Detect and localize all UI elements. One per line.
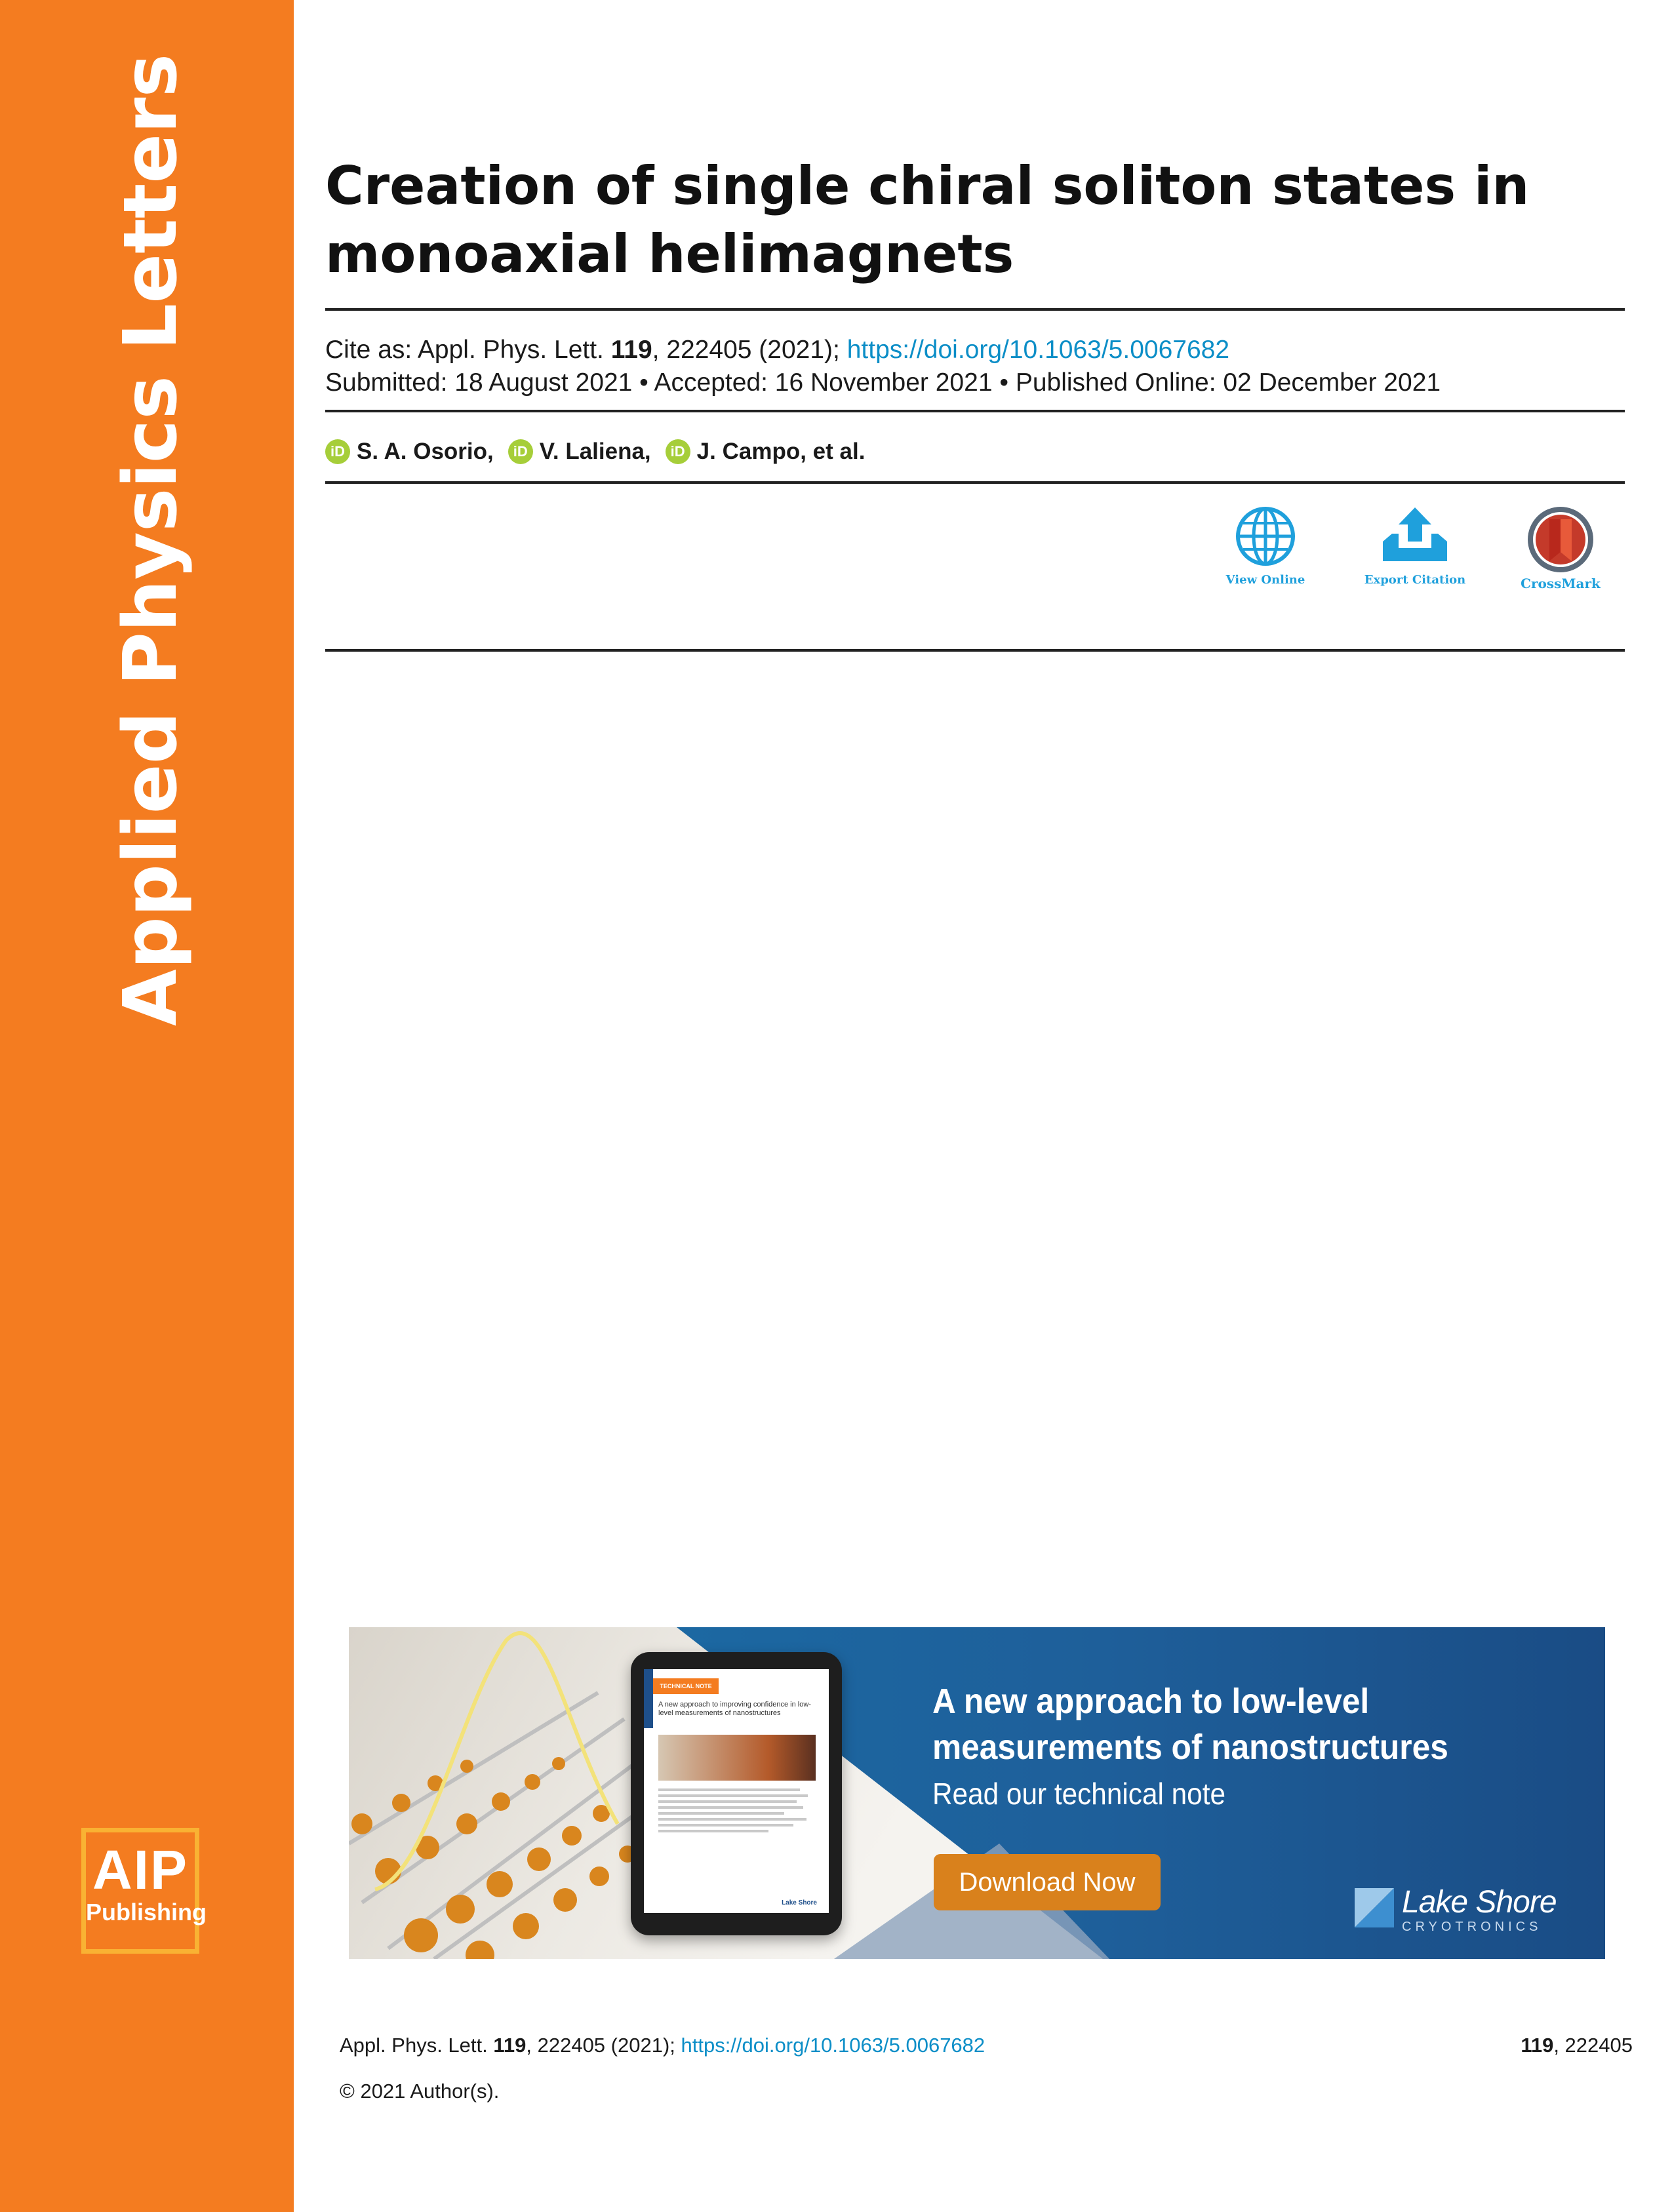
lake-shore-mark-icon bbox=[1355, 1888, 1394, 1927]
tablet-figure bbox=[658, 1735, 816, 1781]
tablet-image bbox=[631, 1652, 842, 1935]
export-citation-label: Export Citation bbox=[1364, 573, 1466, 587]
author-name[interactable]: S. A. Osorio, bbox=[357, 439, 494, 464]
tablet-accent-bar bbox=[644, 1669, 653, 1728]
view-online-button[interactable] bbox=[1213, 505, 1318, 587]
doi-link[interactable]: https://doi.org/10.1063/5.0067682 bbox=[846, 336, 1230, 364]
advertisement-banner[interactable] bbox=[349, 1627, 1605, 1959]
author-name[interactable]: J. Campo, et al. bbox=[696, 439, 866, 464]
lake-shore-name: Lake Shore bbox=[1402, 1885, 1557, 1920]
citation-suffix: , 222405 (2021); bbox=[652, 336, 847, 364]
footer-citation-suffix: , 222405 (2021); bbox=[526, 2034, 681, 2057]
crossmark-label: CrossMark bbox=[1521, 576, 1601, 591]
aip-publishing-logo[interactable] bbox=[81, 1828, 207, 1954]
footer-citation bbox=[340, 2031, 985, 2060]
author-name[interactable]: V. Laliena, bbox=[539, 439, 651, 464]
aip-logo-text: AIP bbox=[92, 1839, 189, 1901]
tablet-logo: Lake Shore bbox=[782, 1899, 817, 1906]
copyright-notice: © 2021 Author(s). bbox=[340, 2080, 500, 2103]
orcid-icon[interactable]: iD bbox=[325, 439, 350, 464]
divider-bottom bbox=[325, 649, 1625, 652]
lake-shore-sub: CRYOTRONICS bbox=[1402, 1920, 1542, 1934]
article-title-line2: monoaxial helimagnets bbox=[325, 224, 1014, 285]
download-now-button[interactable]: Download Now bbox=[934, 1854, 1161, 1910]
divider-top bbox=[325, 308, 1625, 311]
tablet-tag: TECHNICAL NOTE bbox=[653, 1678, 719, 1694]
tablet-screen bbox=[644, 1669, 829, 1913]
crossmark-icon bbox=[1526, 505, 1595, 574]
ad-headline-line2: measurements of nanostructures bbox=[932, 1728, 1448, 1767]
ad-headline-line1: A new approach to low-level bbox=[932, 1682, 1370, 1721]
orcid-icon[interactable]: iD bbox=[508, 439, 533, 464]
globe-icon bbox=[1234, 505, 1297, 568]
article-title-line1: Creation of single chiral soliton states in bbox=[325, 155, 1530, 216]
publishing-logo-text: Publishing bbox=[86, 1899, 207, 1926]
tablet-headline: A new approach to improving confidence in low-level measurements of nanostructures bbox=[658, 1701, 811, 1717]
footer-page-volume: 119 bbox=[1521, 2034, 1554, 2057]
article-title bbox=[325, 152, 1610, 288]
orcid-icon[interactable]: iD bbox=[666, 439, 690, 464]
crossmark-button[interactable] bbox=[1508, 505, 1613, 591]
journal-name: Applied Physics Letters bbox=[108, 53, 193, 1026]
citation-volume: 119 bbox=[610, 336, 652, 364]
author-list bbox=[325, 435, 873, 468]
footer-page-id bbox=[1521, 2031, 1633, 2060]
footer-doi-link[interactable]: https://doi.org/10.1063/5.0067682 bbox=[681, 2034, 985, 2057]
ad-subline: Read our technical note bbox=[932, 1777, 1226, 1811]
publication-dates: Submitted: 18 August 2021 • Accepted: 16 November 2021 • Published Online: 02 December 2021 bbox=[325, 368, 1441, 397]
citation-line bbox=[325, 333, 1229, 367]
export-icon bbox=[1379, 505, 1451, 568]
ad-headline bbox=[932, 1678, 1448, 1770]
view-online-label: View Online bbox=[1225, 573, 1305, 587]
divider-authors bbox=[325, 481, 1625, 484]
footer-citation-prefix: Appl. Phys. Lett. bbox=[340, 2034, 494, 2057]
journal-sidebar bbox=[0, 0, 294, 2212]
export-citation-button[interactable] bbox=[1363, 505, 1467, 587]
tablet-text-lines bbox=[658, 1788, 816, 1836]
citation-prefix: Cite as: Appl. Phys. Lett. bbox=[325, 336, 611, 364]
footer-volume: 119 bbox=[493, 2034, 527, 2057]
footer-page-number: , 222405 bbox=[1553, 2034, 1633, 2057]
divider-middle bbox=[325, 410, 1625, 412]
